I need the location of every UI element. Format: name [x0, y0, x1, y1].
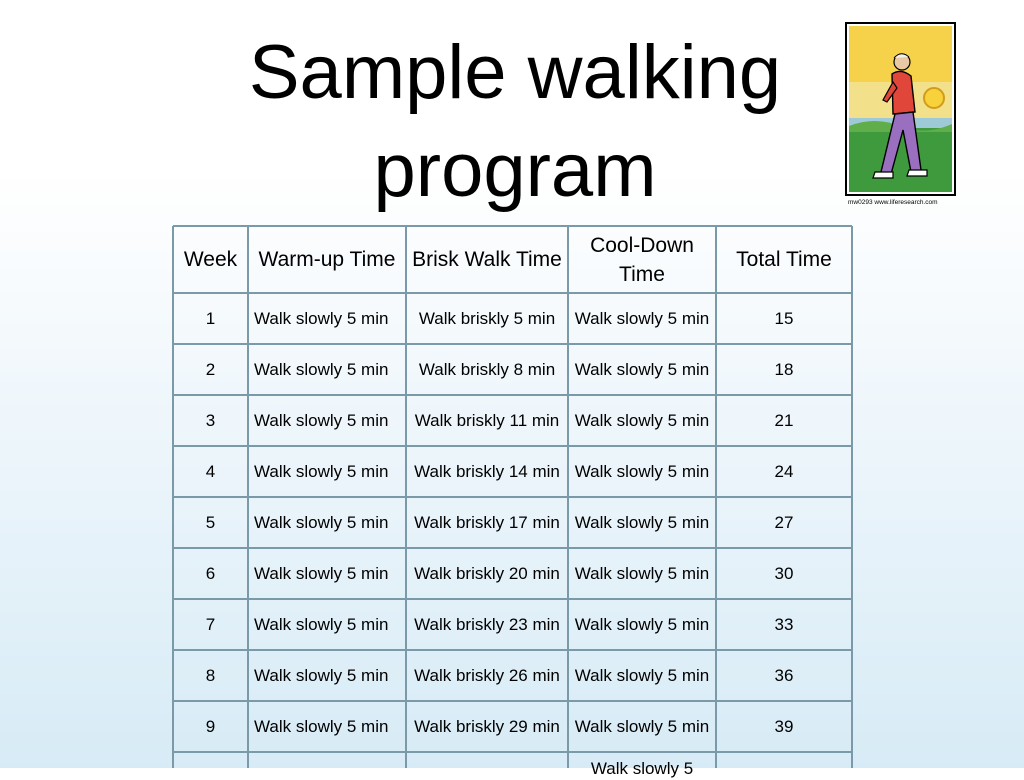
week-cell: 1	[205, 308, 216, 328]
cool-down-cell: Walk slowly 5 min	[574, 512, 710, 532]
week-cell: 8	[205, 665, 216, 685]
cool-down-cell: Walk slowly 5 min	[574, 359, 710, 379]
warm-up-cell: Walk slowly 5 min	[254, 614, 389, 634]
week-cell: 3	[205, 410, 216, 430]
page-title: Sample walking program	[248, 30, 782, 213]
total-time-cell: 27	[774, 512, 794, 532]
header-cool-down: Cool-Down Time	[590, 233, 694, 286]
brisk-walk-cell	[406, 752, 568, 768]
week-cell: 6	[205, 563, 216, 583]
cool-down-cell: Walk slowly 5 min	[574, 614, 710, 634]
total-time-cell: 15	[774, 308, 794, 328]
cool-down-cell: Walk slowly 5 min	[574, 563, 710, 583]
total-time-cell	[716, 752, 852, 768]
brisk-walk-cell: Walk briskly 26 min	[414, 665, 560, 685]
warm-up-cell: Walk slowly 5 min	[254, 359, 389, 379]
warm-up-cell: Walk slowly 5 min	[254, 716, 389, 736]
warm-up-cell: Walk slowly 5 min	[254, 563, 389, 583]
cool-down-cell: Walk slowly 5 min	[574, 461, 710, 481]
brisk-walk-cell: Walk briskly 17 min	[414, 512, 560, 532]
week-cell: 9	[205, 716, 216, 736]
total-time-cell: 21	[774, 410, 794, 430]
warm-up-cell: Walk slowly 5 min	[254, 665, 389, 685]
header-total-time: Total Time	[736, 248, 832, 271]
cool-down-cell: Walk slowly 5 min	[574, 308, 710, 328]
week-cell	[173, 752, 248, 768]
header-week: Week	[183, 248, 238, 271]
warm-up-cell: Walk slowly 5 min	[254, 461, 389, 481]
total-time-cell: 30	[774, 563, 794, 583]
total-time-cell: 33	[774, 614, 794, 634]
brisk-walk-cell: Walk briskly 23 min	[414, 614, 560, 634]
total-time-cell: 36	[774, 665, 794, 685]
cool-down-cell: Walk slowly 5 min	[574, 410, 710, 430]
brisk-walk-cell: Walk briskly 5 min	[418, 308, 556, 328]
total-time-cell: 24	[774, 461, 794, 481]
brisk-walk-cell: Walk briskly 8 min	[418, 359, 556, 379]
warm-up-cell: Walk slowly 5 min	[254, 308, 389, 328]
week-cell: 7	[205, 614, 216, 634]
walking-woman-illustration	[845, 22, 956, 206]
brisk-walk-cell: Walk briskly 14 min	[414, 461, 560, 481]
total-time-cell: 18	[774, 359, 794, 379]
header-brisk-walk: Brisk Walk Time	[412, 248, 562, 271]
cool-down-cell: Walk slowly 5	[590, 759, 694, 778]
cool-down-cell: Walk slowly 5 min	[574, 665, 710, 685]
brisk-walk-cell: Walk briskly 11 min	[414, 410, 560, 430]
warm-up-cell: Walk slowly 5 min	[254, 410, 389, 430]
week-cell: 4	[205, 461, 216, 481]
header-warm-up: Warm-up Time	[258, 248, 396, 271]
cool-down-cell: Walk slowly 5 min	[574, 716, 710, 736]
week-cell: 5	[205, 512, 216, 532]
warm-up-cell: Walk slowly 5 min	[254, 512, 389, 532]
week-cell: 2	[205, 359, 216, 379]
brisk-walk-cell: Walk briskly 20 min	[414, 563, 560, 583]
brisk-walk-cell: Walk briskly 29 min	[414, 716, 560, 736]
warm-up-cell	[248, 752, 406, 768]
total-time-cell: 39	[774, 716, 794, 736]
image-credit: mw0293 www.liferesearch.com	[848, 199, 938, 206]
